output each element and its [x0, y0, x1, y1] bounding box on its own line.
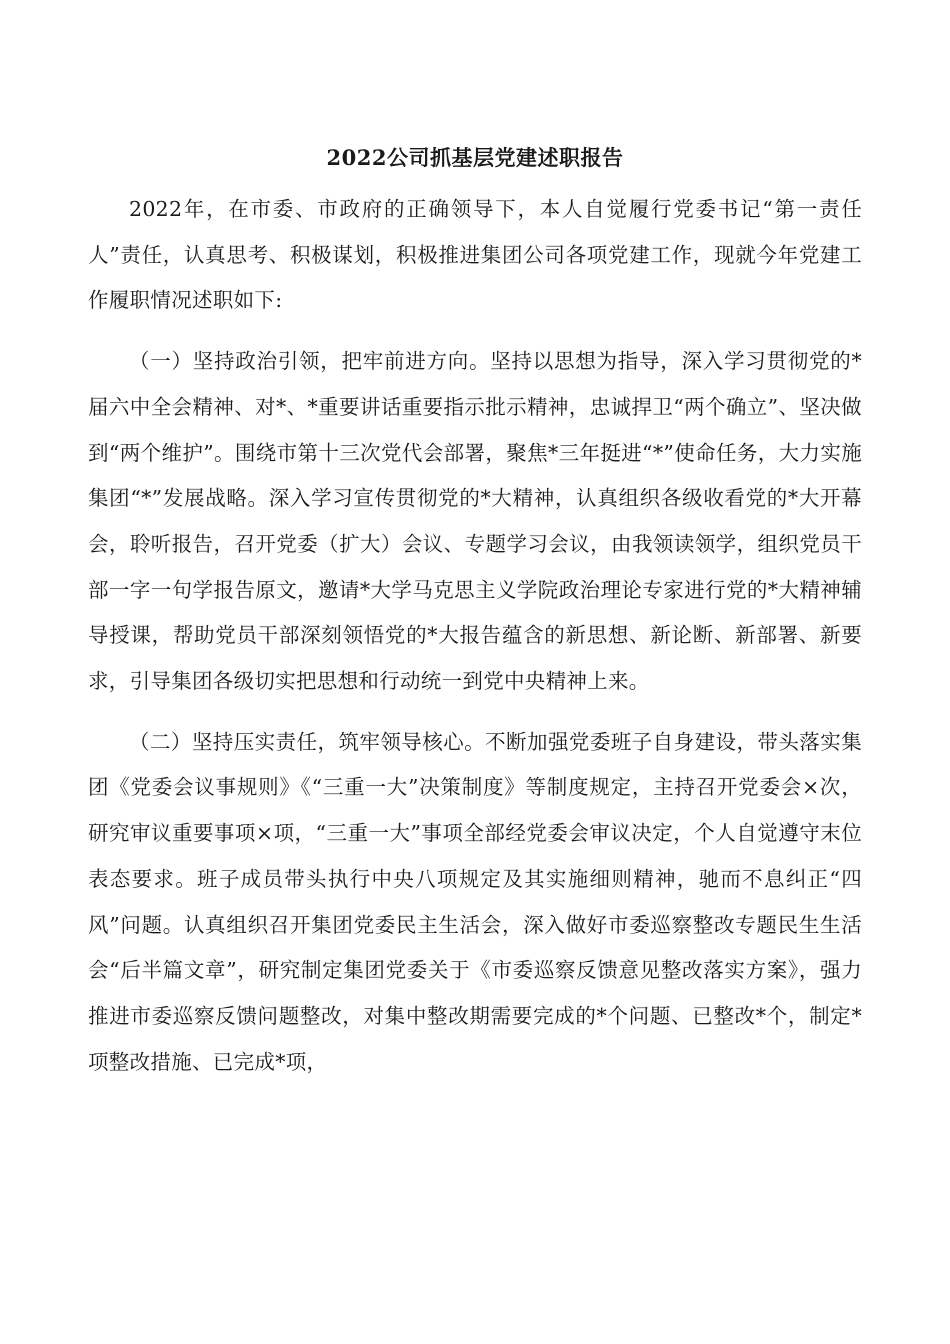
document-title: 2022公司抓基层党建述职报告 [326, 145, 624, 170]
paragraph-section-1: （一）坚持政治引领，把牢前进方向。坚持以思想为指导，深入学习贯彻党的*届六中全会精神、对*、*重要讲话重要指示批示精神，忠诚捍卫“两个确立”、坚决做到“两个维护”。围绕市第十三次党代会部署，聚焦*三年挺进“*”使命任务，大力实施集团“*”发展战略。深入学习宣传贯彻党的*大精神，认真组织各级收看党的*大开幕会，聆听报告，召开党委（扩大）会议、专题学习会议，由我领读领学，组织党员干部一字一句学报告原文，邀请*大学马克思主义学院政治理论专家进行党的*大精神辅导授课，帮助党员干部深刻领悟党的*大报告蕴含的新思想、新论断、新部署、新要求，引导集团各级切实把思想和行动统一到党中央精神上来。 [88, 349, 862, 694]
paragraph-section-2: （二）坚持压实责任，筑牢领导核心。不断加强党委班子自身建设，带头落实集团《党委会议事规则》《“三重一大”决策制度》等制度规定，主持召开党委会×次，研究审议重要事项×项，“三重一大”事项全部经党委会审议决定，个人自觉遵守末位表态要求。班子成员带头执行中央八项规定及其实施细则精神，驰而不息纠正“四风”问题。认真组织召开集团党委民主生活会，深入做好市委巡察整改专题民生生活会“后半篇文章”，研究制定集团党委关于《市委巡察反馈意见整改落实方案》，强力推进市委巡察反馈问题整改，对集中整改期需要完成的*个问题、已整改*个，制定*项整改措施、已完成*项， [88, 729, 862, 1074]
paragraph-intro: 2022年，在市委、市政府的正确领导下，本人自觉履行党委书记“第一责任人”责任，认真思考、积极谋划，积极推进集团公司各项党建工作，现就今年党建工作履职情况述职如下: [88, 197, 862, 313]
